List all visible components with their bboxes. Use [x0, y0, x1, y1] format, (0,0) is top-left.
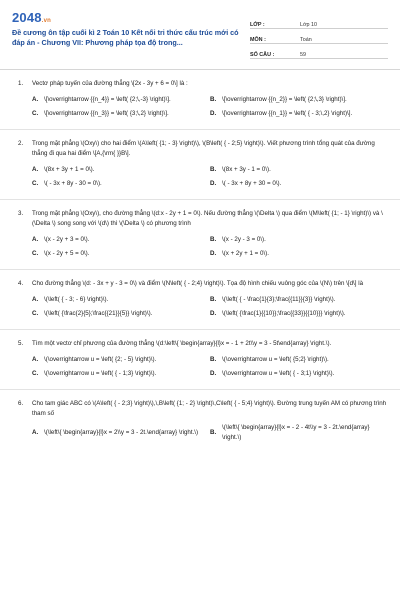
option-label: A.: [32, 166, 39, 173]
option-label: A.: [32, 429, 39, 436]
options: [32, 163, 388, 191]
question-4: [12, 279, 388, 321]
option-b[interactable]: [210, 93, 388, 107]
option-a[interactable]: [32, 353, 210, 367]
question-2: [12, 139, 388, 191]
option-a[interactable]: [32, 93, 210, 107]
option-label: D.: [210, 110, 217, 117]
question-3: [12, 209, 388, 261]
option-b[interactable]: [210, 163, 388, 177]
document-title[interactable]: Đề cương ôn tập cuối kì 2 Toán 10 Kết nối tri thức cấu trúc mới có đáp án - Chương VII: Phương pháp tọa độ trong...: [12, 28, 239, 47]
option-text: \( - 3x + 8y + 30 = 0\).: [222, 180, 282, 187]
options: [32, 233, 388, 261]
option-c[interactable]: [32, 307, 210, 321]
option-text: \(\overrightarrow u = \left( {2; - 5} \right)\).: [44, 356, 157, 363]
option-label: A.: [32, 236, 39, 243]
meta-value: 59: [300, 52, 306, 58]
question-divider: [0, 129, 400, 130]
meta-key: LỚP :: [250, 22, 265, 28]
option-text: \(x - 2y + 3 = 0\).: [44, 236, 90, 243]
option-text: \[\overrightarrow {{n_2}} = \left( {2;\,3} \right)\].: [222, 96, 347, 103]
option-text: \[\overrightarrow {{n_4}} = \left( {2;\,-3} \right)\].: [44, 96, 171, 103]
question-number: 2.: [18, 140, 24, 147]
option-c[interactable]: [32, 107, 210, 121]
question-number: 3.: [18, 210, 24, 217]
option-text: \(\overrightarrow u = \left( {5;2} \right)\).: [222, 356, 329, 363]
option-text: \(\left( {\frac{2}{5};\frac{{21}}{5}} \right)\).: [44, 310, 153, 317]
meta-row-subject: [250, 29, 388, 44]
option-label: D.: [210, 310, 217, 317]
page-header: [12, 10, 388, 59]
option-text: \(\left( { - 3; - 6} \right)\).: [44, 296, 109, 303]
question-number: 4.: [18, 280, 24, 287]
meta-key: MÔN :: [250, 37, 266, 43]
header-divider: [0, 69, 400, 70]
option-label: B.: [210, 236, 217, 243]
question-divider: [0, 269, 400, 270]
option-label: C.: [32, 370, 39, 377]
question-stem: Tìm một vectơ chỉ phương của đường thẳng \(d:\left\{ \begin{array}{l}x = - 1 + 2t\\y = 3 - 5t\end{array} \right.\).: [32, 340, 332, 347]
question-divider: [0, 389, 400, 390]
option-label: D.: [210, 370, 217, 377]
header-left: [12, 10, 244, 59]
option-text: \(x - 2y - 3 = 0\).: [222, 236, 266, 243]
question-number: 1.: [18, 80, 24, 87]
question-divider: [0, 329, 400, 330]
question-stem: Cho đường thẳng \(d: - 3x + y - 3 = 0\) và điểm \(N\left( { - 2;4} \right)\). Tọa độ hình chiếu vuông góc của \(N\) trên \[d\] là: [32, 280, 364, 287]
option-text: \(\overrightarrow u = \left( { - 1;3} \right)\).: [44, 370, 157, 377]
question-stem: Trong mặt phẳng \(Oxy\) cho hai điểm \(A\left( {1; - 3} \right)\), \(B\left( { - 2;5} \right)\). Viết phương trình tổng quát của đường thẳng đi qua hai điểm \[A,{\rm{ }}B\].: [32, 140, 375, 157]
option-a[interactable]: [32, 233, 210, 247]
logo-text: 2048: [12, 10, 42, 25]
option-a[interactable]: [32, 423, 210, 443]
option-text: \[\overrightarrow {{n_3}} = \left( {3;\,2} \right)\].: [44, 110, 169, 117]
option-text: \[\overrightarrow {{n_1}} = \left( { - 3;\,2} \right)\].: [222, 110, 353, 117]
option-label: B.: [210, 166, 217, 173]
option-text: \( - 3x + 8y - 30 = 0\).: [44, 180, 102, 187]
option-label: B.: [210, 429, 217, 436]
option-c[interactable]: [32, 367, 210, 381]
option-text: \(\left( { - \frac{1}{3};\frac{{11}}{3}} \right)\).: [222, 296, 336, 303]
option-a[interactable]: [32, 163, 210, 177]
option-label: B.: [210, 296, 217, 303]
question-number: 5.: [18, 340, 24, 347]
option-label: A.: [32, 296, 39, 303]
option-c[interactable]: [32, 247, 210, 261]
meta-row-class: [250, 14, 388, 29]
option-b[interactable]: [210, 293, 388, 307]
option-text: \(\left\{ \begin{array}{l}x = 2\\y = 3 - 2t.\end{array} \right.\): [44, 429, 199, 436]
option-text: \(\overrightarrow u = \left( { - 3;1} \right)\).: [222, 370, 335, 377]
option-label: C.: [32, 180, 39, 187]
question-stem: Cho tam giác ABC có \(A\left( { - 2;3} \right)\),\,B\left( {1; - 2} \right)\,C\left( { - 5;4} \right)\). Đường trung tuyến AM có phương trình tham số: [32, 400, 387, 417]
options: [32, 293, 388, 321]
options: [32, 353, 388, 381]
question-6: [12, 399, 388, 443]
meta-value: Lớp 10: [300, 22, 318, 28]
option-label: D.: [210, 180, 217, 187]
question-1: [12, 79, 388, 121]
option-label: B.: [210, 96, 217, 103]
meta-panel: [250, 14, 388, 59]
meta-value: Toán: [300, 37, 312, 43]
site-logo[interactable]: [12, 10, 244, 25]
option-d[interactable]: [210, 247, 388, 261]
option-b[interactable]: [210, 423, 388, 443]
option-text: \(x + 2y + 1 = 0\).: [222, 250, 269, 257]
question-divider: [0, 199, 400, 200]
option-label: C.: [32, 110, 39, 117]
option-text: \(x - 2y + 5 = 0\).: [44, 250, 90, 257]
question-stem: Trong mặt phẳng \(Oxy\), cho đường thẳng \(d:x - 2y + 1 = 0\). Nếu đường thẳng \(\Delta \) qua điểm \(M\left( {1; - 1} \right)\) và \(\Delta \) song song với \(d\) thì \(\Delta \) có phương trình: [32, 210, 383, 227]
options: [32, 423, 388, 443]
option-text: \(\left( {\frac{1}{{10}};\frac{{33}}{{10}}} \right)\).: [222, 310, 346, 317]
option-d[interactable]: [210, 177, 388, 191]
question-number: 6.: [18, 400, 24, 407]
options: [32, 93, 388, 121]
option-text: \(\left\{ \begin{array}{l}x = - 2 - 4t\\y = 3 - 2t.\end{array} \right.\): [222, 424, 370, 441]
option-c[interactable]: [32, 177, 210, 191]
option-label: B.: [210, 356, 217, 363]
option-b[interactable]: [210, 233, 388, 247]
option-a[interactable]: [32, 293, 210, 307]
option-text: \(8x + 3y - 1 = 0\).: [222, 166, 271, 173]
question-stem: Vectơ pháp tuyến của đường thẳng \[2x - 3y + 6 = 0\] là :: [32, 80, 188, 87]
option-label: D.: [210, 250, 217, 257]
question-5: [12, 339, 388, 381]
option-d[interactable]: [210, 107, 388, 121]
meta-key: SỐ CÂU :: [250, 52, 275, 58]
option-text: \(8x + 3y + 1 = 0\).: [44, 166, 95, 173]
option-d[interactable]: [210, 307, 388, 321]
option-label: A.: [32, 96, 39, 103]
option-label: A.: [32, 356, 39, 363]
logo-suffix: .vn: [41, 18, 52, 24]
option-label: C.: [32, 250, 39, 257]
option-d[interactable]: [210, 367, 388, 381]
meta-row-count: [250, 44, 388, 59]
option-label: C.: [32, 310, 39, 317]
option-b[interactable]: [210, 353, 388, 367]
